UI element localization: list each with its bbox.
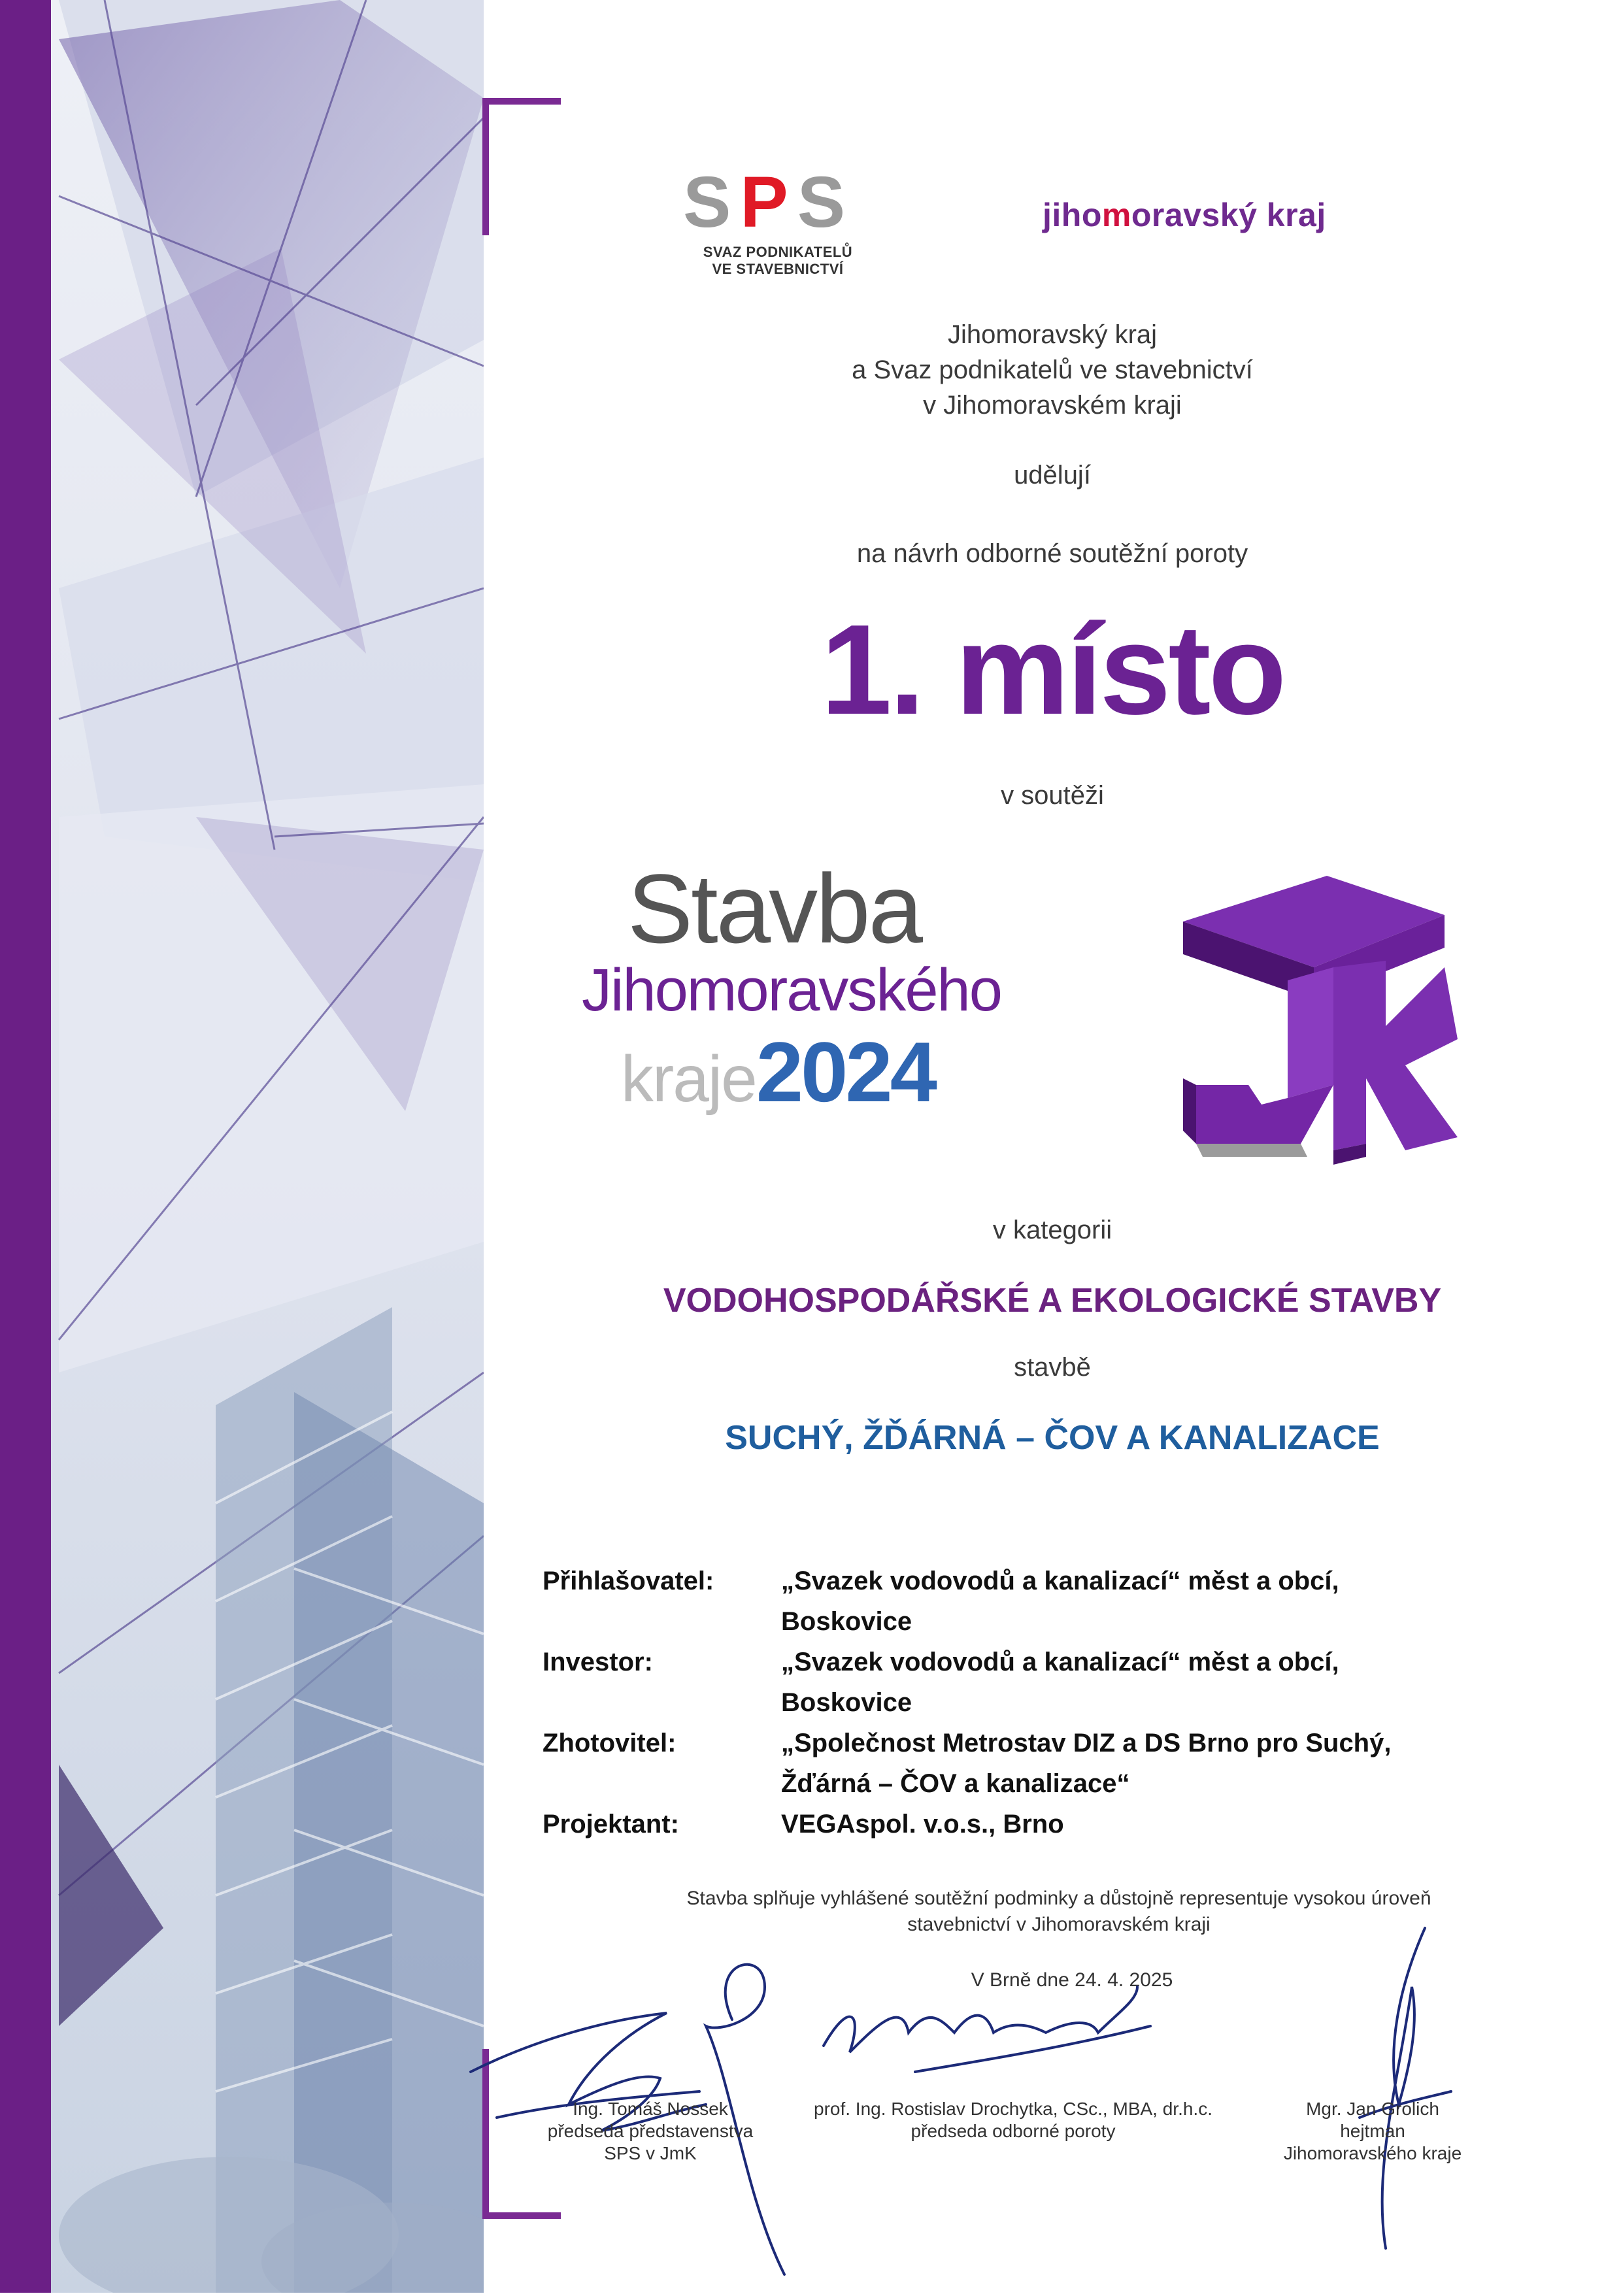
signatory-name: prof. Ing. Rostislav Drochytka, CSc., MBA, dr.h.c. (814, 2099, 1212, 2119)
signatory-role: Jihomoravského kraje (1283, 2143, 1462, 2163)
competition-word-kraje: kraje (621, 1042, 756, 1116)
details-row (543, 1804, 1435, 1844)
competition-year: 2024 (756, 1024, 935, 1120)
intro-text (484, 317, 1621, 423)
sps-logo-subtitle: SVAZ PODNIKATELŮ VE STAVEBNICTVÍ (703, 244, 853, 277)
signing-date: V Brně dne 24. 4. 2025 (971, 1969, 1173, 1991)
competition-word-jihomoravskeho: Jihomoravského (582, 957, 1001, 1023)
frame-top-left-horizontal (482, 98, 561, 105)
signatory-name: Ing. Tomáš Nossek (573, 2099, 728, 2119)
sps-logo-letters: SPS (683, 162, 855, 242)
details-row (543, 1723, 1435, 1804)
details-row (543, 1561, 1435, 1642)
details-table (543, 1561, 1435, 1844)
frame-top-left-vertical (482, 98, 489, 235)
intro-line-2: a Svaz podnikatelů ve stavebnictví (852, 356, 1253, 384)
intro-line-3: v Jihomoravském kraji (923, 391, 1182, 420)
geometric-background-art (0, 0, 484, 2293)
building-intro: stavbě (1014, 1353, 1091, 1382)
intro-line-1: Jihomoravský kraj (947, 320, 1158, 349)
signatory-name: Mgr. Jan Grolich (1306, 2099, 1439, 2119)
proposal-text: na návrh odborné soutěžní poroty (856, 539, 1248, 568)
signatory-1 (516, 2098, 784, 2165)
signatory-2 (797, 2098, 1229, 2142)
sjk-3d-emblem-icon (1170, 869, 1464, 1170)
udeluji-text: udělují (1014, 461, 1091, 490)
category-name: VODOHOSPODÁŘSKÉ A EKOLOGICKÉ STAVBY (663, 1282, 1442, 1320)
signatory-role: hejtman (1340, 2121, 1405, 2141)
signatory-role: předseda představenstva (547, 2121, 754, 2141)
competition-intro: v soutěži (1001, 781, 1104, 810)
sps-logo (683, 162, 873, 278)
signatory-3 (1229, 2098, 1516, 2165)
statement-line-2: stavebnictví v Jihomoravském kraji (907, 1914, 1211, 1935)
purple-border-strip (0, 0, 51, 2293)
award-place-title: 1. místo (820, 598, 1284, 741)
sjk-emblem (1170, 869, 1464, 1170)
competition-word-stavba: Stavba (627, 854, 921, 963)
detail-label: Přihlašovatel: (543, 1567, 714, 1595)
detail-value: VEGAspol. v.o.s., Brno (781, 1810, 1064, 1838)
detail-value: „Společnost Metrostav DIZ a DS Brno pro Suchý, Žďárná – ČOV a kanalizace“ (781, 1729, 1392, 1798)
signatory-role: SPS v JmK (604, 2143, 697, 2163)
details-row (543, 1642, 1435, 1723)
signatory-role: předseda odborné poroty (911, 2121, 1116, 2141)
decorative-architecture-panel (0, 0, 484, 2293)
competition-year-row (621, 1023, 1150, 1121)
jihomoravsky-kraj-logo: jihomoravský kraj (1043, 197, 1326, 233)
detail-value: „Svazek vodovodů a kanalizací“ měst a obcí, Boskovice (781, 1648, 1339, 1717)
detail-label: Investor: (543, 1648, 653, 1676)
detail-value: „Svazek vodovodů a kanalizací“ měst a obcí, Boskovice (781, 1567, 1339, 1636)
competition-logo (582, 854, 1150, 1121)
detail-label: Projektant: (543, 1810, 679, 1838)
building-name: SUCHÝ, ŽĎÁRNÁ – ČOV A KANALIZACE (725, 1419, 1380, 1457)
statement-line-1: Stavba splňuje vyhlášené soutěžní podminky a důstojně representuje vysokou úroveň (686, 1888, 1431, 1909)
category-intro: v kategorii (992, 1216, 1112, 1244)
detail-label: Zhotovitel: (543, 1729, 677, 1757)
